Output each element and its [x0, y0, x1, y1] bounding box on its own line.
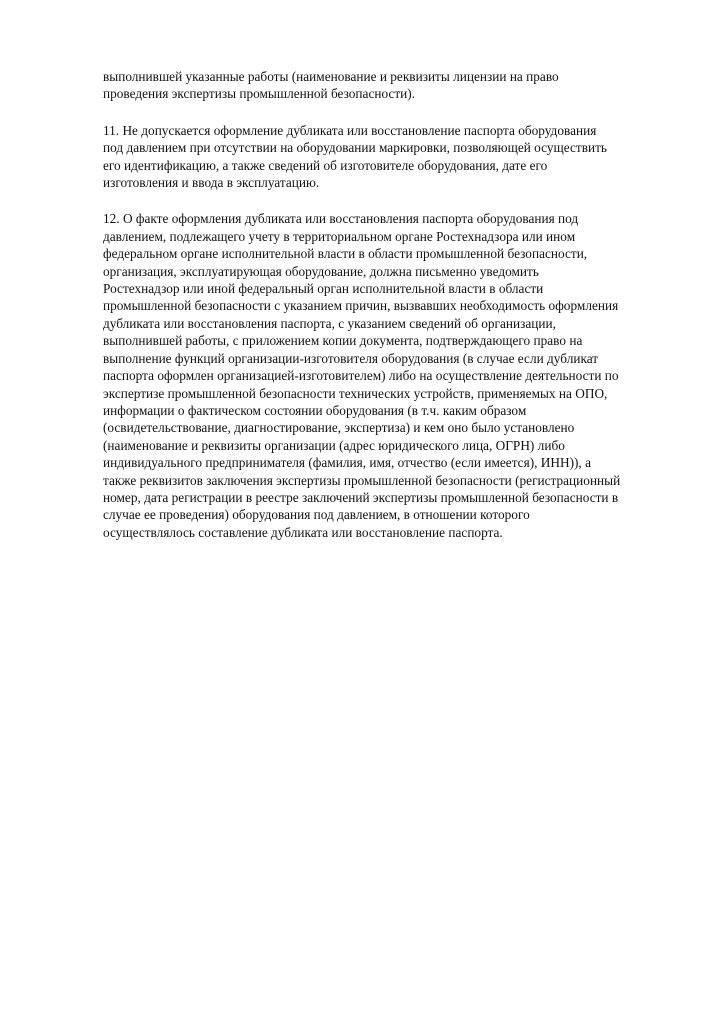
- text-line: выполнение функций организации-изготовителя оборудования (в случае если дубликат: [103, 350, 599, 366]
- text-line: давлением, подлежащего учету в территориальном органе Ростехнадзора или ином: [103, 228, 576, 244]
- paragraph-item-11: [103, 122, 683, 192]
- document-page: [103, 68, 683, 560]
- text-line: федеральном органе исполнительной власти в области промышленной безопасности,: [103, 246, 588, 262]
- text-line: экспертизе промышленной безопасности технических устройств, применяемых на ОПО,: [103, 385, 608, 401]
- text-line: Ростехнадзор или иной федеральный орган исполнительной власти в области: [103, 281, 544, 297]
- paragraph-item-12: [103, 210, 683, 541]
- text-line: (освидетельствование, диагностирование, экспертиза) и кем оно было установлено: [103, 420, 575, 436]
- text-line: случае ее проведения) оборудования под давлением, в отношении которого: [103, 507, 530, 523]
- text-line: также реквизитов заключения экспертизы промышленной безопасности (регистрационный: [103, 472, 621, 488]
- text-line: номер, дата регистрации в реестре заключений экспертизы промышленной безопасности в: [103, 489, 619, 505]
- paragraph-continuation: [103, 68, 683, 103]
- text-line: (наименование и реквизиты организации (адрес юридического лица, ОГРН) либо: [103, 437, 565, 453]
- text-line: дубликата или восстановления паспорта, с указанием сведений об организации,: [103, 315, 556, 331]
- text-line: выполнившей указанные работы (наименование и реквизиты лицензии на право: [103, 69, 559, 84]
- text-line: промышленной безопасности с указанием причин, вызвавших необходимость оформления: [103, 298, 619, 314]
- text-line: паспорта оформлен организацией-изготовителем) либо на осуществление деятельности по: [103, 368, 619, 384]
- text-line: изготовления и ввода в эксплуатацию.: [103, 175, 320, 191]
- text-line: организация, эксплуатирующая оборудование, должна письменно уведомить: [103, 263, 539, 279]
- text-line: проведения экспертизы промышленной безопасности).: [103, 86, 416, 102]
- text-line: информации о фактическом состоянии оборудования (в т.ч. каким образом: [103, 402, 527, 418]
- text-line: осуществлялось составление дубликата или восстановление паспорта.: [103, 524, 503, 540]
- text-line: под давлением при отсутствии на оборудовании маркировки, позволяющей осуществить: [103, 140, 607, 156]
- text-line: его идентификацию, а также сведений об изготовителе оборудования, дате его: [103, 157, 548, 173]
- text-line: 12. О факте оформления дубликата или восстановления паспорта оборудования под: [103, 211, 579, 227]
- text-line: выполнившей работы, с приложением копии документа, подтверждающего право на: [103, 333, 583, 349]
- text-line: 11. Не допускается оформление дубликата или восстановление паспорта оборудования: [103, 122, 597, 138]
- text-line: индивидуального предпринимателя (фамилия, имя, отчество (если имеется), ИНН)), а: [103, 455, 591, 471]
